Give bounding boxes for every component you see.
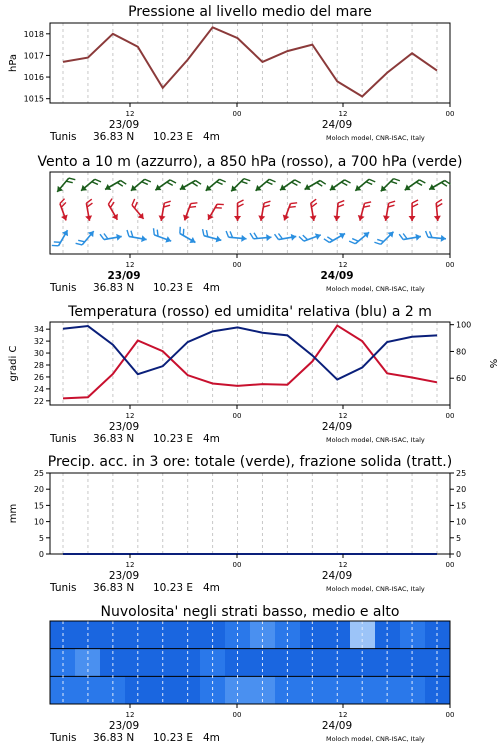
wind-barb [349,228,371,249]
precip-title: Precip. acc. in 3 ore: totale (verde), frazione solida (tratt.) [47,454,453,470]
wind-barb [76,227,97,249]
model-credit: Moloch model, CNR-ISAC, Italy [326,285,425,293]
cloud-cell [400,676,426,704]
cloud-cell [350,621,376,649]
barb-head [178,184,186,193]
wind-barb [374,227,396,249]
location-lon: 10.23 E [153,131,194,143]
location-name: Tunis [50,582,77,594]
wind-barb [378,174,400,196]
x-tick-label: 12 [125,412,135,420]
date-label: 24/09 [320,270,354,282]
cloud-cell [425,676,451,704]
barb-flag [164,200,170,204]
wind-title: Vento a 10 m (azzurro), a 850 hPa (rosso), a 700 hPa (verde) [37,154,463,170]
wind-barb [253,175,275,196]
x-tick-label: 00 [232,110,242,118]
cloud-cell [425,621,451,649]
barb-flag [69,176,76,182]
wind-barb [278,175,301,195]
cloud-cell [375,649,401,677]
wind-barb [203,175,225,196]
location-lat: 36.83 N [93,732,135,744]
cloud-cell [350,649,376,677]
plot-frame [50,322,450,405]
barb-flag [52,243,59,249]
date-label: 24/09 [321,720,353,732]
y-tick-label: 32 [33,337,44,347]
x-tick-label: 00 [445,261,455,269]
pressure-title: Pressione al livello medio del mare [128,4,372,20]
barb-flag [60,202,67,207]
y-tick-label: 26 [33,372,44,382]
barb-flag [250,233,254,239]
wind-barb [178,176,201,195]
temperature-chart [0,300,500,450]
cloud-cell [400,621,426,649]
date-label: 23/09 [108,570,140,582]
wind-barb [234,200,244,221]
barb-flag [374,240,380,246]
barb-flag [275,234,279,240]
barb-head [434,216,441,222]
barb-head [333,216,340,222]
y-tick-label: 25 [33,469,44,478]
x-tick-label: 12 [338,261,348,269]
model-credit: Moloch model, CNR-ISAC, Italy [326,585,425,593]
x-tick-label: 00 [232,711,242,719]
plot-frame [50,172,450,254]
y-tick-label: 30 [33,349,44,359]
wind-barb [409,200,419,221]
cloud-cell [375,676,401,704]
barb-flag [59,199,66,204]
barb-head [281,215,289,222]
barb-head [165,236,172,244]
wind-barb [307,199,320,221]
location-lat: 36.83 N [93,433,135,445]
wind-barb [56,199,72,222]
wind-panel [0,150,500,300]
wind-barb [181,200,197,223]
barb-flag [399,234,403,240]
wind-barb [229,174,251,196]
y-tick-label-right: 25 [456,469,467,478]
barb-flag [338,200,344,204]
barb-flag [201,229,205,236]
x-tick-label: 00 [232,412,242,420]
y-tick-label: 10 [33,517,44,527]
plot-frame [50,473,450,554]
location-lon: 10.23 E [153,282,194,294]
location-name: Tunis [50,282,77,294]
cloud-cell [375,621,401,649]
wind-barb [150,228,173,244]
wind-barb [333,200,344,222]
location-name: Tunis [50,732,77,744]
wind-barb [353,175,375,196]
wind-barb [158,200,171,222]
wind-barb [153,175,176,195]
location-lon: 10.23 E [153,433,194,445]
barb-head [441,235,447,242]
barb-head [278,184,286,193]
barb-flag [425,231,429,237]
y-tick-label-right: 60 [456,374,467,384]
location-lat: 36.83 N [93,582,135,594]
y-axis-label: hPa [8,53,19,73]
date-label: 23/09 [108,119,140,131]
y-tick-label-right: 80 [456,347,467,357]
x-tick-label: 12 [125,711,135,719]
y-tick-label-right: 100 [456,320,472,330]
x-tick-label: 12 [338,561,348,569]
barb-flag [310,199,316,203]
x-tick-label: 00 [445,110,455,118]
date-label: 24/09 [321,119,353,131]
wind-barb [303,176,326,195]
y-tick-label: 1017 [23,51,44,61]
location-lon: 10.23 E [153,582,194,594]
y-tick-label: 0 [38,550,44,559]
barb-flag [244,177,250,183]
y-tick-label-right: 0 [456,550,462,559]
barb-head [234,216,241,221]
cloud-chart [0,600,500,750]
barb-flag [389,200,395,204]
barb-flag [254,232,258,238]
date-label: 23/09 [108,421,140,433]
barb-flag [238,204,244,207]
barb-flag [86,199,92,203]
y-tick-label: 1015 [23,94,44,104]
y-tick-label: 5 [38,533,44,543]
barb-flag [76,241,83,247]
cloud-cell [400,649,426,677]
pressure-panel [0,0,500,150]
wind-chart [0,150,500,300]
y-tick-label: 24 [33,384,44,394]
x-tick-label: 00 [445,711,455,719]
barb-flag [226,231,230,237]
y-tick-label-right: 15 [456,501,467,511]
y-tick-label: 20 [33,485,44,495]
barb-head [409,216,416,221]
x-tick-label: 12 [338,110,348,118]
wind-barb [403,175,426,195]
temperature-line [63,326,437,399]
barb-flag [412,200,418,203]
location-elev: 4m [203,582,220,594]
wind-barb [103,176,126,195]
y-tick-label: 15 [33,501,44,511]
barb-flag [436,200,442,204]
cloud-panel [0,600,500,750]
wind-barb [79,175,101,196]
model-credit: Moloch model, CNR-ISAC, Italy [326,134,425,142]
precip-chart [0,450,500,600]
barb-head [339,230,347,239]
wind-barb [382,200,395,222]
wind-barb [82,199,95,221]
wind-barb [200,229,223,244]
pressure-chart [0,0,500,150]
y-tick-label-right: 10 [456,517,467,527]
barb-flag [303,234,308,241]
y-tick-label: 1018 [23,29,44,39]
barb-flag [151,228,156,235]
wind-barb [356,200,371,223]
y-tick-label: 34 [33,325,44,335]
model-credit: Moloch model, CNR-ISAC, Italy [326,735,425,743]
x-tick-label: 12 [125,110,135,118]
cloud-cell [425,649,451,677]
y-tick-label: 28 [33,360,44,370]
barb-flag [393,177,399,183]
wind-barb [432,200,443,222]
wind-barb [281,200,297,223]
x-tick-label: 12 [338,412,348,420]
location-name: Tunis [50,131,77,143]
barb-head [189,237,197,246]
barb-head [61,215,69,222]
x-tick-label: 00 [232,561,242,569]
x-tick-label: 12 [125,561,135,569]
barb-flag [217,202,224,208]
wind-barb [399,231,421,244]
barb-head [427,184,435,193]
wind-barb [129,175,151,196]
wind-barb [100,231,122,244]
pressure-line [63,27,437,96]
barb-head [328,184,336,193]
barb-flag [191,201,198,206]
x-tick-label: 12 [125,261,135,269]
cloud-title: Nuvolosita' negli strati basso, medio e alto [100,604,400,620]
x-tick-label: 12 [338,711,348,719]
temperature-panel [0,300,500,450]
barb-flag [100,234,104,240]
barb-head [181,215,189,222]
wind-barb [328,175,351,195]
wind-barb [425,231,447,242]
x-tick-label: 00 [232,261,242,269]
barb-head [103,184,111,193]
x-tick-label: 00 [445,412,455,420]
plot-frame [50,23,450,103]
cloud-cell [350,676,376,704]
barb-flag [290,201,297,206]
date-label: 24/09 [321,421,353,433]
barb-head [403,184,411,193]
date-label: 23/09 [108,720,140,732]
y-axis-label-right: % [487,358,498,369]
location-lon: 10.23 E [153,732,194,744]
location-elev: 4m [203,282,220,294]
date-label: 24/09 [321,570,353,582]
y-tick-label-right: 20 [456,485,467,495]
wind-barb [275,231,297,244]
location-lat: 36.83 N [93,282,135,294]
location-elev: 4m [203,131,220,143]
y-tick-label: 1016 [23,73,44,83]
date-label: 23/09 [107,270,141,282]
barb-flag [299,235,304,242]
barb-head [153,184,161,193]
barb-head [62,228,71,236]
temperature-title: Temperatura (rosso) ed umidita' relativa (blu) a 2 m [68,304,432,320]
wind-barb [176,227,199,246]
barb-flag [238,200,244,203]
x-tick-label: 00 [445,561,455,569]
barb-flag [264,200,270,204]
location-name: Tunis [50,433,77,445]
barb-head [266,234,272,241]
precip-panel [0,450,500,600]
y-tick-label: 22 [33,396,44,406]
location-elev: 4m [203,433,220,445]
wind-barb [324,228,347,247]
model-credit: Moloch model, CNR-ISAC, Italy [326,436,425,444]
barb-head [315,232,322,240]
barb-head [303,184,311,193]
y-tick-label-right: 5 [456,533,462,543]
wind-barb [205,200,224,223]
barb-flag [177,227,183,234]
wind-barb [52,227,71,250]
wind-barb [125,230,147,243]
y-axis-label: mm [8,503,19,524]
barb-head [241,235,247,242]
location-elev: 4m [203,732,220,744]
wind-barb [55,174,76,196]
barb-flag [126,230,130,236]
barb-flag [412,204,418,207]
location-lat: 36.83 N [93,131,135,143]
y-axis-label: gradi C [8,345,19,382]
humidity-line [63,326,437,380]
barb-flag [365,200,372,204]
wind-barb [225,231,247,242]
wind-barb [427,176,450,195]
wind-barb [250,231,272,242]
wind-barb [257,200,270,222]
wind-barb [299,229,322,245]
